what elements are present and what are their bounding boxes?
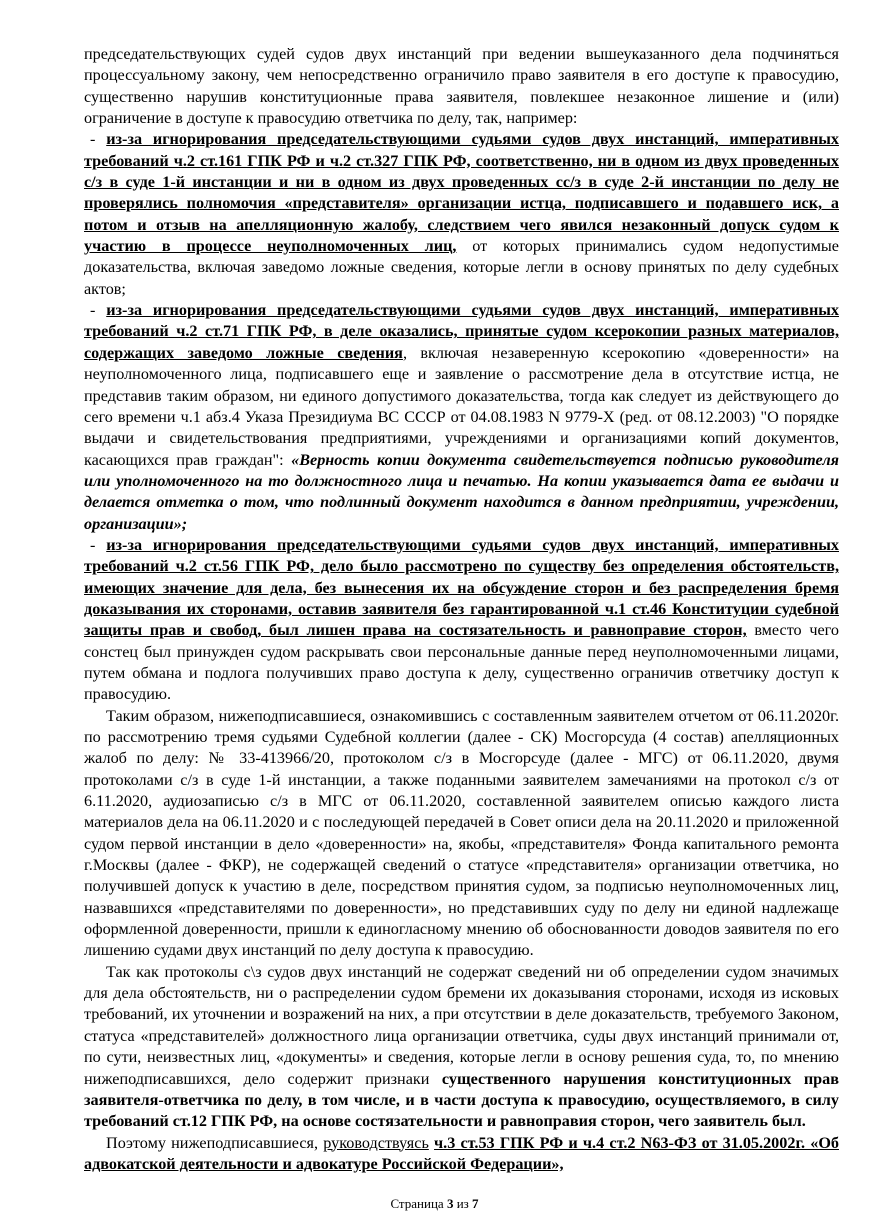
footer-label: Страница [390,1196,444,1211]
therefore-bold-underlined: ч.3 ст.53 ГПК РФ и ч.4 ст.2 N63-ФЗ от 31.05.2002г. «Об адвокатской деятельности и адвокатуре Российской Федерации», [84,1133,839,1173]
page-footer [0,1196,869,1212]
bullet-2-rest: , включая незаверенную ксерокопию «доверенности» на неуполномоченного лица, подписавшего еще и заявление о рассмотрение дела в отсутствие истца, не представив таким образом, ни единого допустимого доказательства, тогда как следует из действующего до сего времени ч.1 абз.4 Указа Президиума ВС СССР от 04.08.1983 N 9779-X (ред. от 08.12.2003) "О порядке выдачи и свидетельствования предприятиями, учреждениями и организациями копий документов, касающихся прав граждан": [84,343,840,469]
paragraph-conclusion [84,706,839,962]
document-body [84,44,839,1175]
bullet-dash: - [90,301,107,320]
bullet-1-bold: из-за игнорирования председательствующими судьями судов двух инстанций, императивных требований ч.2 ст.161 ГПК РФ и ч.2 ст.327 ГПК РФ, соответственно, ни в одном из двух проведенных с/з в суде 1-й инстанции и ни в одном из двух проведенных сс/з в суде 2-й инстанции по делу не проверялись полномочия «представителя» организации истца, подписавшего и подавшего иск, а потом и отзыв на апелляционную жалобу, следствием чего явился незаконный допуск судом к участию в процессе неуполномоченных лиц, [84,130,839,256]
bullet-dash: - [90,535,107,554]
paragraph-protocols [84,962,839,1133]
bullet-3-bold: из-за игнорирования председательствующими судьями судов двух инстанций, императивных требований ч.2 ст.56 ГПК РФ, дело было рассмотрено по существу без определения обстоятельств, имеющих значение для дела, без вынесения их на обсуждение сторон и без распределения бремя доказывания их сторонами, оставив заявителя без гарантированной ч.1 ст.46 Конституции судебной защиты прав и свобод, был лишен права на состязательность и равноправие сторон, [84,535,839,640]
footer-page-number: 3 [446,1196,454,1211]
bullet-2-bold: из-за игнорирования председательствующими судьями судов двух инстанций, императивных требований ч.2 ст.71 ГПК РФ, в деле оказались, принятые судом ксерокопии разных материалов, содержащих заведомо ложные сведения [84,301,839,362]
paragraph-intro [84,44,839,129]
conclusion-text: Таким образом, нижеподписавшиеся, ознакомившись с составленным заявителем отчетом от 06.11.2020г. по рассмотрению тремя судьями Судебной коллегии (далее - СК) Мосгорсуда (4 состав) апелляционных жалоб по делу: № 33-413966/20, протоколом с/з в Мосгорсуде (далее - МГС) от 06.11.2020, двумя протоколами с/з в суде 1-й инстанции, а также поданными заявителем замечаниями на протокол с/з от 6.11.2020, аудиозаписью с/з в МГС от 06.11.2020, составленной заявителем описью каждого листа материалов дела на 06.11.2020 и с последующей передачей в Совет описи дела на 20.11.2020 и приложенной судом первой инстанции в дело «доверенности» на, якобы, «представителя» Фонда капитального ремонта г.Москвы (далее - ФКР), не содержащей сведений о статусе «представителя» организации ответчика, но получившей допуск к участию в деле, посредством принятия судом, за подписью неуполномоченных лиц, назвавшихся «представителями по доверенности», но представивших суду по делу ни единой надлежаще оформленной доверенности, пришли к единогласному мнению об обоснованности доводов заявителя по его лишению судами двух инстанций по делу доступа к правосудию. [84,706,839,960]
bullet-item-1 [84,129,839,300]
intro-text: председательствующих судей судов двух инстанций при ведении вышеуказанного дела подчиняться процессуальному закону, чем непосредственно ограничило право заявителя в его доступе к правосудию, существенно нарушив конституционные права заявителя, повлекшее незаконное лишение и (или) ограничение в доступе к правосудию ответчика по делу, так, например: [84,45,839,128]
therefore-text: Поэтому нижеподписавшиеся, [106,1133,324,1152]
bullet-item-2 [84,300,839,535]
protocols-text: Так как протоколы с\з судов двух инстанций не содержат сведений ни об определении судом значимых для дела обстоятельств, ни о распределении судом бремени их доказывания сторонами, исходя из исковых требований, их уточнении и возражений на них, а при отсутствии в деле доказательств, требуемого Законом, статуса «представителей» должностного лица организации ответчика, суды двух инстанций принимали от, по сути, неизвестных лиц, «документы» и сведения, которые легли в основу решения суда, то, по мнению нижеподписавшихся, дело содержит признаки [84,962,839,1088]
bullet-3-rest: вместо чего сонстец был принужден судом раскрывать свои персональные данные перед неуполномоченными лицами, путем обмана и подлога получивших право доступа к делу, существенно ограничив ответчику доступ к правосудию. [84,621,839,704]
footer-page-total: 7 [472,1196,479,1211]
protocols-bold: существенного нарушения конституционных прав заявителя-ответчика по делу, в том числе, и в части доступа к правосудию, осуществляемого, в силу требований ст.12 ГПК РФ, на основе состязательности и равноправия сторон, чего заявитель был. [84,1069,839,1131]
bullet-2-quote: «Верность копии документа свидетельствуется подписью руководителя или уполномоченного на то должностного лица и печатью. На копии указывается дата ее выдачи и делается отметка о том, что подлинный документ находится в данном предприятии, учреждении, организации»; [84,450,839,533]
bullet-item-3 [84,535,839,706]
footer-of: из [456,1196,469,1211]
paragraph-therefore [84,1133,839,1176]
therefore-underlined: руководствуясь [323,1133,429,1152]
bullet-dash: - [90,130,107,149]
bullet-1-rest: от которых принимались судом недопустимые доказательства, включая заведомо ложные сведения, которые легли в основу принятых по делу судебных актов; [84,237,839,298]
